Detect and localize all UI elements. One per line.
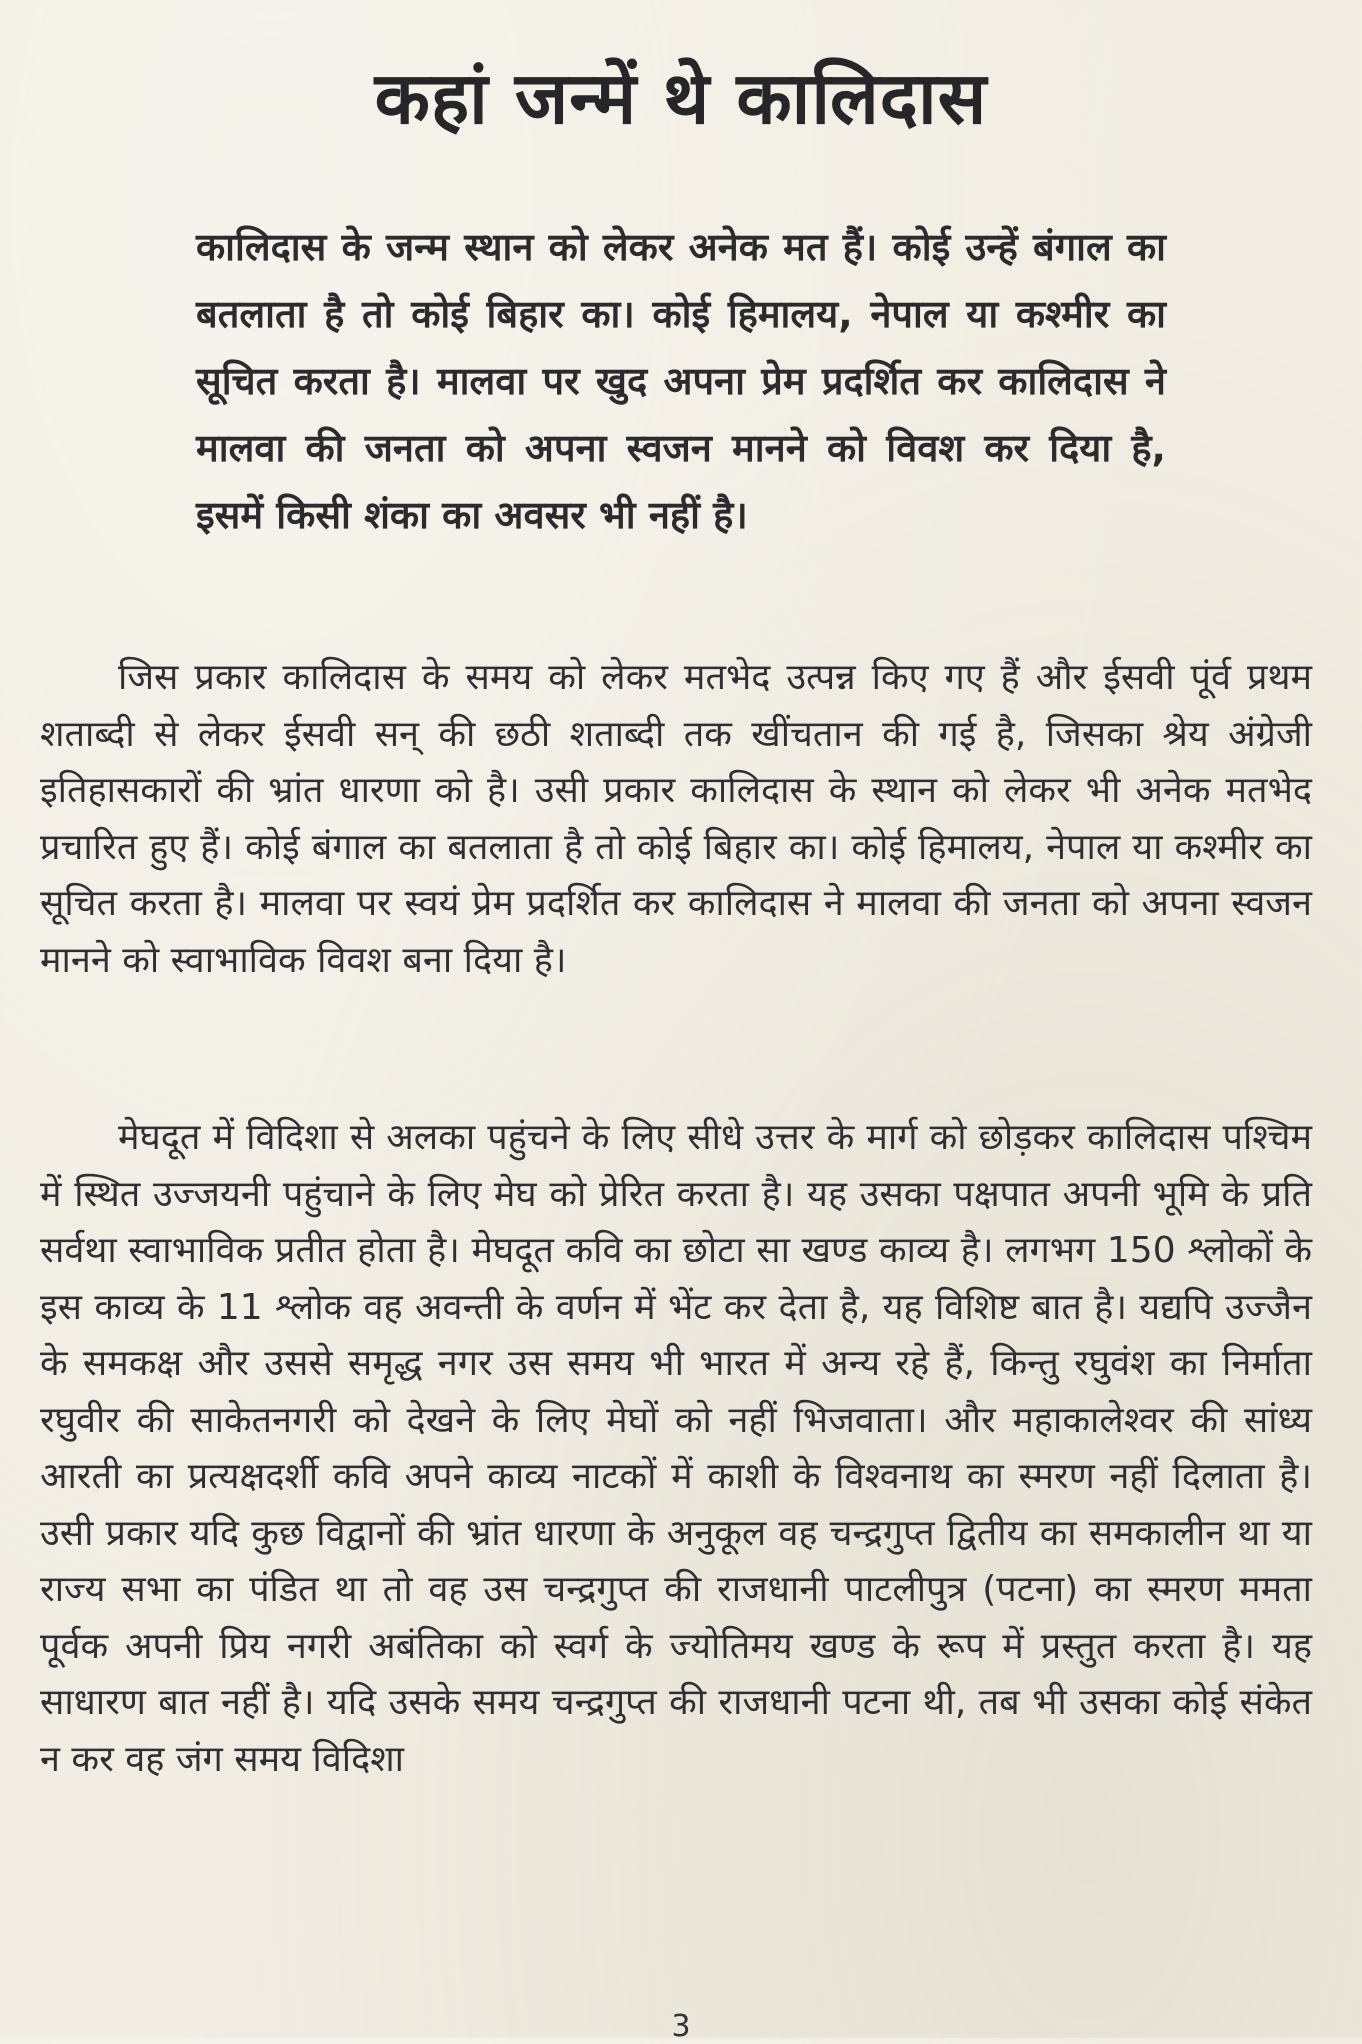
body-paragraph-1: जिस प्रकार कालिदास के समय को लेकर मतभेद उत्पन्न किए गए हैं और ईसवी पूंर्व प्रथम शताब्दी से लेकर ईसवी सन् की छठी शताब्दी तक खींचतान की गई है, जिसका श्रेय अंग्रेजी इतिहासकारों की भ्रांत धारणा को है। उसी प्रकार कालिदास के स्थान को लेकर भी अनेक मतभेद प्रचारित हुए हैं। कोई बंगाल का बतलाता है तो कोई बिहार का। कोई हिमालय, नेपाल या कश्मीर का सूचित करता है। मालवा पर स्वयं प्रेम प्रदर्शित कर कालिदास ने मालवा की जनता को अपना स्वजन मानने को स्वाभाविक विवश बना दिया है।	[40, 657, 1312, 981]
abstract-paragraph: कालिदास के जन्म स्थान को लेकर अनेक मत हैं। कोई उन्हें बंगाल का बतलाता है तो कोई बिहार का। कोई हिमालय, नेपाल या कश्मीर का सूचित करता है। मालवा पर खुद अपना प्रेम प्रदर्शित कर कालिदास ने मालवा की जनता को अपना स्वजन मानने को विवश कर दिया है, इसमें किसी शंका का अवसर भी नहीं है।	[196, 225, 1166, 537]
body-paragraph-2: मेघदूत में विदिशा से अलका पहुंचने के लिए सीधे उत्तर के मार्ग को छोड़कर कालिदास पश्चिम में स्थित उज्जयनी पहुंचाने के लिए मेघ को प्रेरित करता है। यह उसका पक्षपात अपनी भूमि के प्रति सर्वथा स्वाभाविक प्रतीत होता है। मेघदूत कवि का छोटा सा खण्ड काव्य है। लगभग 150 श्लोकों के इस काव्य के 11 श्लोक वह अवन्ती के वर्णन में भेंट कर देता है, यह विशिष्ट बात है। यद्यपि उज्जैन के समकक्ष और उससे समृद्ध नगर उस समय भी भारत में अन्य रहे हैं, किन्तु रघुवंश का निर्माता रघुवीर की साकेतनगरी को देखने के लिए मेघों को नहीं भिजवाता। और महाकालेश्वर की सांध्य आरती का प्रत्यक्षदर्शी कवि अपने काव्य नाटकों में काशी के विश्वनाथ का स्मरण नहीं दिलाता है। उसी प्रकार यदि कुछ विद्वानों की भ्रांत धारणा के अनुकूल वह चन्द्रगुप्त द्वितीय का समकालीन था या राज्य सभा का पंडित था तो वह उस चन्द्रगुप्त की राजधानी पाटलीपुत्र (पटना) का स्मरण ममता पूर्वक अपनी प्रिय नगरी अबंतिका को स्वर्ग के ज्योतिमय खण्ड के रूप में प्रस्तुत करता है। यह साधारण बात नहीं है। यदि उसके समय चन्द्रगुप्त की राजधानी पटना थी, तब भी उसका कोई संकेत न कर वह जंग समय विदिशा	[40, 1117, 1312, 1780]
page-number: 3	[671, 2009, 691, 2044]
page-title: कहां जन्में थे कालिदास	[374, 56, 988, 140]
